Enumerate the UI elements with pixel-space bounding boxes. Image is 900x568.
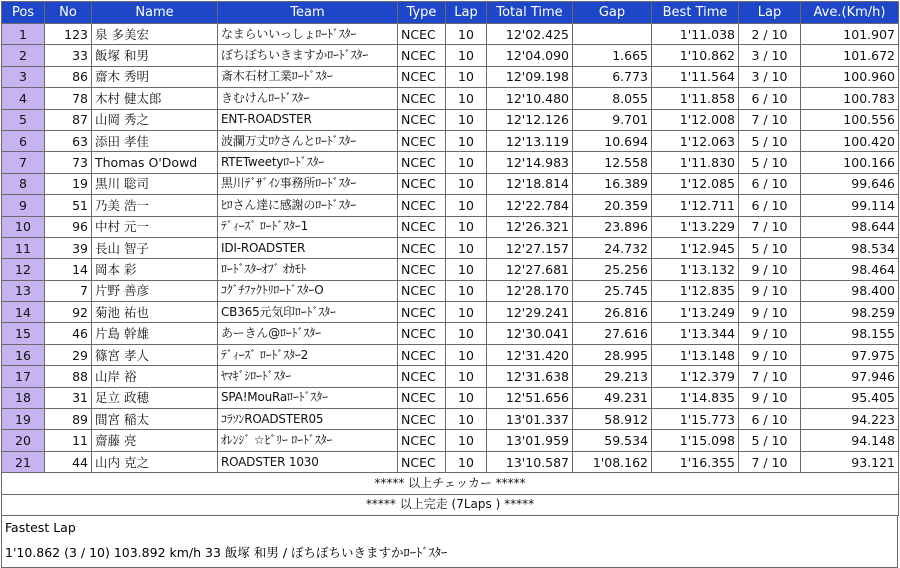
- type-cell: NCEC: [398, 109, 446, 130]
- type-cell: NCEC: [398, 152, 446, 173]
- car-number-cell: 92: [45, 302, 92, 323]
- laps-cell: 10: [446, 430, 487, 451]
- best-time-cell: 1'16.355: [652, 451, 739, 472]
- gap-cell: 10.694: [573, 130, 652, 151]
- car-number-cell: 33: [45, 45, 92, 66]
- best-time-cell: 1'13.148: [652, 344, 739, 365]
- laps-cell: 10: [446, 24, 487, 45]
- total-time-cell: 12'12.126: [487, 109, 573, 130]
- type-cell: NCEC: [398, 66, 446, 87]
- best-lap-cell: 7 / 10: [739, 366, 801, 387]
- table-row: [2, 259, 899, 280]
- best-time-cell: 1'11.564: [652, 66, 739, 87]
- column-header: Team: [218, 2, 398, 24]
- type-cell: NCEC: [398, 451, 446, 472]
- best-lap-cell: 5 / 10: [739, 430, 801, 451]
- type-cell: NCEC: [398, 195, 446, 216]
- laps-cell: 10: [446, 451, 487, 472]
- gap-cell: 1'08.162: [573, 451, 652, 472]
- gap-cell: 26.816: [573, 302, 652, 323]
- laps-cell: 10: [446, 152, 487, 173]
- team-cell: ﾋﾛさん達に感謝のﾛｰﾄﾞｽﾀｰ: [218, 195, 398, 216]
- average-speed-cell: 101.907: [801, 24, 899, 45]
- best-time-cell: 1'12.835: [652, 280, 739, 301]
- best-time-cell: 1'11.858: [652, 88, 739, 109]
- total-time-cell: 12'51.656: [487, 387, 573, 408]
- checker-message: ***** 以上チェッカー *****: [2, 473, 899, 494]
- total-time-cell: 12'09.198: [487, 66, 573, 87]
- car-number-cell: 78: [45, 88, 92, 109]
- table-row: [2, 109, 899, 130]
- average-speed-cell: 101.672: [801, 45, 899, 66]
- pos-cell: 8: [2, 173, 45, 194]
- laps-cell: 10: [446, 130, 487, 151]
- driver-name-cell: 片島 幹雄: [92, 323, 218, 344]
- column-header: No: [45, 2, 92, 24]
- team-cell: 斎木石材工業ﾛｰﾄﾞｽﾀｰ: [218, 66, 398, 87]
- driver-name-cell: 山岸 裕: [92, 366, 218, 387]
- best-time-cell: 1'12.085: [652, 173, 739, 194]
- best-lap-cell: 7 / 10: [739, 109, 801, 130]
- driver-name-cell: 黒川 聡司: [92, 173, 218, 194]
- driver-name-cell: 岡本 彩: [92, 259, 218, 280]
- best-time-cell: 1'13.132: [652, 259, 739, 280]
- table-row: [2, 130, 899, 151]
- car-number-cell: 29: [45, 344, 92, 365]
- gap-cell: [573, 24, 652, 45]
- laps-cell: 10: [446, 366, 487, 387]
- average-speed-cell: 97.946: [801, 366, 899, 387]
- driver-name-cell: 菊池 祐也: [92, 302, 218, 323]
- car-number-cell: 73: [45, 152, 92, 173]
- gap-cell: 8.055: [573, 88, 652, 109]
- car-number-cell: 87: [45, 109, 92, 130]
- pos-cell: 7: [2, 152, 45, 173]
- average-speed-cell: 100.556: [801, 109, 899, 130]
- best-time-cell: 1'10.862: [652, 45, 739, 66]
- driver-name-cell: 長山 智子: [92, 237, 218, 258]
- table-row: [2, 173, 899, 194]
- pos-cell: 6: [2, 130, 45, 151]
- total-time-cell: 12'13.119: [487, 130, 573, 151]
- total-time-cell: 12'27.681: [487, 259, 573, 280]
- best-time-cell: 1'13.344: [652, 323, 739, 344]
- driver-name-cell: 齋藤 亮: [92, 430, 218, 451]
- total-time-cell: 13'01.959: [487, 430, 573, 451]
- pos-cell: 4: [2, 88, 45, 109]
- best-lap-cell: 9 / 10: [739, 302, 801, 323]
- column-header: Total Time: [487, 2, 573, 24]
- results-table: [1, 1, 899, 516]
- team-cell: ROADSTER 1030: [218, 451, 398, 472]
- pos-cell: 18: [2, 387, 45, 408]
- team-cell: ENT-ROADSTER: [218, 109, 398, 130]
- team-cell: ﾛｰﾄﾞｽﾀｰｵﾌﾞ ｵｶﾓﾄ: [218, 259, 398, 280]
- table-row: [2, 387, 899, 408]
- best-time-cell: 1'11.830: [652, 152, 739, 173]
- table-row: [2, 88, 899, 109]
- driver-name-cell: 中村 元一: [92, 216, 218, 237]
- total-time-cell: 12'30.041: [487, 323, 573, 344]
- column-header: Ave.(Km/h): [801, 2, 899, 24]
- team-cell: ﾃﾞｨｰｽﾞ ﾛｰﾄﾞｽﾀｰ1: [218, 216, 398, 237]
- table-row: [2, 302, 899, 323]
- total-time-cell: 12'18.814: [487, 173, 573, 194]
- pos-cell: 17: [2, 366, 45, 387]
- fastest-lap-panel: [1, 516, 898, 568]
- pos-cell: 10: [2, 216, 45, 237]
- total-time-cell: 12'22.784: [487, 195, 573, 216]
- type-cell: NCEC: [398, 173, 446, 194]
- best-time-cell: 1'12.063: [652, 130, 739, 151]
- table-row: [2, 195, 899, 216]
- gap-cell: 1.665: [573, 45, 652, 66]
- best-time-cell: 1'15.098: [652, 430, 739, 451]
- table-row: [2, 323, 899, 344]
- total-time-cell: 12'04.090: [487, 45, 573, 66]
- best-time-cell: 1'12.711: [652, 195, 739, 216]
- team-cell: きむけんﾛｰﾄﾞｽﾀｰ: [218, 88, 398, 109]
- team-cell: RTETweetyﾛｰﾄﾞｽﾀｰ: [218, 152, 398, 173]
- driver-name-cell: Thomas O'Dowd: [92, 152, 218, 173]
- pos-cell: 12: [2, 259, 45, 280]
- total-time-cell: 12'14.983: [487, 152, 573, 173]
- type-cell: NCEC: [398, 216, 446, 237]
- car-number-cell: 7: [45, 280, 92, 301]
- car-number-cell: 31: [45, 387, 92, 408]
- team-cell: ｺﾗｿﾝROADSTER05: [218, 409, 398, 430]
- type-cell: NCEC: [398, 88, 446, 109]
- total-time-cell: 12'02.425: [487, 24, 573, 45]
- type-cell: NCEC: [398, 409, 446, 430]
- pos-cell: 16: [2, 344, 45, 365]
- car-number-cell: 46: [45, 323, 92, 344]
- best-time-cell: 1'15.773: [652, 409, 739, 430]
- laps-cell: 10: [446, 109, 487, 130]
- pos-cell: 3: [2, 66, 45, 87]
- gap-cell: 23.896: [573, 216, 652, 237]
- gap-cell: 12.558: [573, 152, 652, 173]
- car-number-cell: 11: [45, 430, 92, 451]
- type-cell: NCEC: [398, 366, 446, 387]
- average-speed-cell: 98.534: [801, 237, 899, 258]
- gap-cell: 58.912: [573, 409, 652, 430]
- best-time-cell: 1'14.835: [652, 387, 739, 408]
- total-time-cell: 13'01.337: [487, 409, 573, 430]
- team-cell: ﾔﾏｷﾞｼﾛｰﾄﾞｽﾀｰ: [218, 366, 398, 387]
- team-cell: IDI-ROADSTER: [218, 237, 398, 258]
- column-header: Pos: [2, 2, 45, 24]
- pos-cell: 2: [2, 45, 45, 66]
- table-row: [2, 280, 899, 301]
- best-time-cell: 1'12.945: [652, 237, 739, 258]
- average-speed-cell: 100.783: [801, 88, 899, 109]
- team-cell: ﾃﾞｨｰｽﾞ ﾛｰﾄﾞｽﾀｰ2: [218, 344, 398, 365]
- average-speed-cell: 97.975: [801, 344, 899, 365]
- type-cell: NCEC: [398, 430, 446, 451]
- laps-cell: 10: [446, 259, 487, 280]
- gap-cell: 16.389: [573, 173, 652, 194]
- type-cell: NCEC: [398, 323, 446, 344]
- fastest-lap-title: Fastest Lap: [5, 519, 76, 535]
- laps-cell: 10: [446, 409, 487, 430]
- table-row: [2, 237, 899, 258]
- table-row: [2, 24, 899, 45]
- gap-cell: 20.359: [573, 195, 652, 216]
- pos-cell: 21: [2, 451, 45, 472]
- laps-cell: 10: [446, 280, 487, 301]
- average-speed-cell: 98.259: [801, 302, 899, 323]
- table-row: [2, 344, 899, 365]
- total-time-cell: 12'10.480: [487, 88, 573, 109]
- laps-cell: 10: [446, 323, 487, 344]
- best-lap-cell: 2 / 10: [739, 24, 801, 45]
- gap-cell: 25.256: [573, 259, 652, 280]
- average-speed-cell: 99.114: [801, 195, 899, 216]
- car-number-cell: 63: [45, 130, 92, 151]
- best-lap-cell: 5 / 10: [739, 130, 801, 151]
- team-cell: ｺｸﾞﾁﾌｧｸﾄﾘﾛｰﾄﾞｽﾀｰO: [218, 280, 398, 301]
- gap-cell: 24.732: [573, 237, 652, 258]
- car-number-cell: 86: [45, 66, 92, 87]
- driver-name-cell: 飯塚 和男: [92, 45, 218, 66]
- car-number-cell: 51: [45, 195, 92, 216]
- best-time-cell: 1'12.379: [652, 366, 739, 387]
- average-speed-cell: 98.400: [801, 280, 899, 301]
- best-lap-cell: 6 / 10: [739, 195, 801, 216]
- average-speed-cell: 93.121: [801, 451, 899, 472]
- average-speed-cell: 100.420: [801, 130, 899, 151]
- gap-cell: 59.534: [573, 430, 652, 451]
- average-speed-cell: 94.148: [801, 430, 899, 451]
- laps-cell: 10: [446, 45, 487, 66]
- finish-message: ***** 以上完走 (7Laps ) *****: [2, 494, 899, 515]
- best-lap-cell: 9 / 10: [739, 344, 801, 365]
- best-lap-cell: 9 / 10: [739, 280, 801, 301]
- best-time-cell: 1'11.038: [652, 24, 739, 45]
- table-row: [2, 45, 899, 66]
- driver-name-cell: 片野 善彦: [92, 280, 218, 301]
- laps-cell: 10: [446, 237, 487, 258]
- laps-cell: 10: [446, 216, 487, 237]
- team-cell: ぼちぼちいきますかﾛｰﾄﾞｽﾀｰ: [218, 45, 398, 66]
- driver-name-cell: 足立 政穂: [92, 387, 218, 408]
- car-number-cell: 96: [45, 216, 92, 237]
- pos-cell: 14: [2, 302, 45, 323]
- results-body: [2, 24, 899, 473]
- car-number-cell: 89: [45, 409, 92, 430]
- car-number-cell: 39: [45, 237, 92, 258]
- gap-cell: 9.701: [573, 109, 652, 130]
- best-lap-cell: 6 / 10: [739, 173, 801, 194]
- gap-cell: 27.616: [573, 323, 652, 344]
- team-cell: CB365元気印ﾛｰﾄﾞｽﾀｰ: [218, 302, 398, 323]
- driver-name-cell: 間宮 稲太: [92, 409, 218, 430]
- driver-name-cell: 山岡 秀之: [92, 109, 218, 130]
- average-speed-cell: 99.646: [801, 173, 899, 194]
- table-row: [2, 366, 899, 387]
- best-lap-cell: 9 / 10: [739, 259, 801, 280]
- type-cell: NCEC: [398, 280, 446, 301]
- table-row: [2, 152, 899, 173]
- type-cell: NCEC: [398, 344, 446, 365]
- average-speed-cell: 100.166: [801, 152, 899, 173]
- gap-cell: 29.213: [573, 366, 652, 387]
- total-time-cell: 12'31.420: [487, 344, 573, 365]
- team-cell: 波瀾万丈ﾛｸさんとﾛｰﾄﾞｽﾀｰ: [218, 130, 398, 151]
- team-cell: 黒川ﾃﾞｻﾞｲﾝ事務所ﾛｰﾄﾞｽﾀｰ: [218, 173, 398, 194]
- best-lap-cell: 5 / 10: [739, 237, 801, 258]
- total-time-cell: 12'28.170: [487, 280, 573, 301]
- column-header: Type: [398, 2, 446, 24]
- finish-row: [2, 494, 899, 515]
- best-time-cell: 1'13.229: [652, 216, 739, 237]
- gap-cell: 6.773: [573, 66, 652, 87]
- team-cell: SPA!MouRaﾛｰﾄﾞｽﾀｰ: [218, 387, 398, 408]
- type-cell: NCEC: [398, 302, 446, 323]
- pos-cell: 11: [2, 237, 45, 258]
- best-lap-cell: 5 / 10: [739, 152, 801, 173]
- total-time-cell: 12'26.321: [487, 216, 573, 237]
- laps-cell: 10: [446, 66, 487, 87]
- driver-name-cell: 乃美 浩一: [92, 195, 218, 216]
- laps-cell: 10: [446, 344, 487, 365]
- best-lap-cell: 7 / 10: [739, 451, 801, 472]
- results-page: [1, 1, 898, 568]
- total-time-cell: 12'27.157: [487, 237, 573, 258]
- driver-name-cell: 山内 克之: [92, 451, 218, 472]
- pos-cell: 9: [2, 195, 45, 216]
- checker-row: [2, 473, 899, 494]
- average-speed-cell: 98.155: [801, 323, 899, 344]
- pos-cell: 15: [2, 323, 45, 344]
- type-cell: NCEC: [398, 24, 446, 45]
- table-row: [2, 216, 899, 237]
- car-number-cell: 14: [45, 259, 92, 280]
- car-number-cell: 44: [45, 451, 92, 472]
- column-header: Gap: [573, 2, 652, 24]
- driver-name-cell: 木村 健太郎: [92, 88, 218, 109]
- average-speed-cell: 95.405: [801, 387, 899, 408]
- laps-cell: 10: [446, 387, 487, 408]
- header-row: [2, 2, 899, 24]
- best-time-cell: 1'13.249: [652, 302, 739, 323]
- total-time-cell: 13'10.587: [487, 451, 573, 472]
- team-cell: なまらいいっしょﾛｰﾄﾞｽﾀｰ: [218, 24, 398, 45]
- type-cell: NCEC: [398, 387, 446, 408]
- pos-cell: 1: [2, 24, 45, 45]
- table-row: [2, 66, 899, 87]
- pos-cell: 13: [2, 280, 45, 301]
- gap-cell: 28.995: [573, 344, 652, 365]
- best-lap-cell: 3 / 10: [739, 45, 801, 66]
- gap-cell: 25.745: [573, 280, 652, 301]
- car-number-cell: 19: [45, 173, 92, 194]
- car-number-cell: 88: [45, 366, 92, 387]
- car-number-cell: 123: [45, 24, 92, 45]
- driver-name-cell: 齋木 秀明: [92, 66, 218, 87]
- laps-cell: 10: [446, 173, 487, 194]
- gap-cell: 49.231: [573, 387, 652, 408]
- average-speed-cell: 98.464: [801, 259, 899, 280]
- column-header: Lap: [739, 2, 801, 24]
- best-lap-cell: 3 / 10: [739, 66, 801, 87]
- average-speed-cell: 98.644: [801, 216, 899, 237]
- column-header: Name: [92, 2, 218, 24]
- best-time-cell: 1'12.008: [652, 109, 739, 130]
- laps-cell: 10: [446, 88, 487, 109]
- fastest-lap-text: 1'10.862 (3 / 10) 103.892 km/h 33 飯塚 和男 / ぼちぼちいきますかﾛｰﾄﾞｽﾀｰ: [5, 544, 448, 560]
- total-time-cell: 12'29.241: [487, 302, 573, 323]
- table-row: [2, 430, 899, 451]
- column-header: Best Time: [652, 2, 739, 24]
- average-speed-cell: 94.223: [801, 409, 899, 430]
- best-lap-cell: 9 / 10: [739, 387, 801, 408]
- driver-name-cell: 泉 多美宏: [92, 24, 218, 45]
- team-cell: あーきん@ﾛｰﾄﾞｽﾀｰ: [218, 323, 398, 344]
- driver-name-cell: 添田 孝佳: [92, 130, 218, 151]
- type-cell: NCEC: [398, 259, 446, 280]
- team-cell: ｵﾚﾝｼﾞ ☆ﾋﾞﾘｰ ﾛｰﾄﾞｽﾀｰ: [218, 430, 398, 451]
- total-time-cell: 12'31.638: [487, 366, 573, 387]
- laps-cell: 10: [446, 195, 487, 216]
- laps-cell: 10: [446, 302, 487, 323]
- type-cell: NCEC: [398, 237, 446, 258]
- table-row: [2, 451, 899, 472]
- column-header: Lap: [446, 2, 487, 24]
- best-lap-cell: 7 / 10: [739, 216, 801, 237]
- best-lap-cell: 6 / 10: [739, 88, 801, 109]
- pos-cell: 19: [2, 409, 45, 430]
- pos-cell: 5: [2, 109, 45, 130]
- pos-cell: 20: [2, 430, 45, 451]
- type-cell: NCEC: [398, 130, 446, 151]
- type-cell: NCEC: [398, 45, 446, 66]
- best-lap-cell: 6 / 10: [739, 409, 801, 430]
- driver-name-cell: 篠宮 孝人: [92, 344, 218, 365]
- average-speed-cell: 100.960: [801, 66, 899, 87]
- best-lap-cell: 9 / 10: [739, 323, 801, 344]
- table-row: [2, 409, 899, 430]
